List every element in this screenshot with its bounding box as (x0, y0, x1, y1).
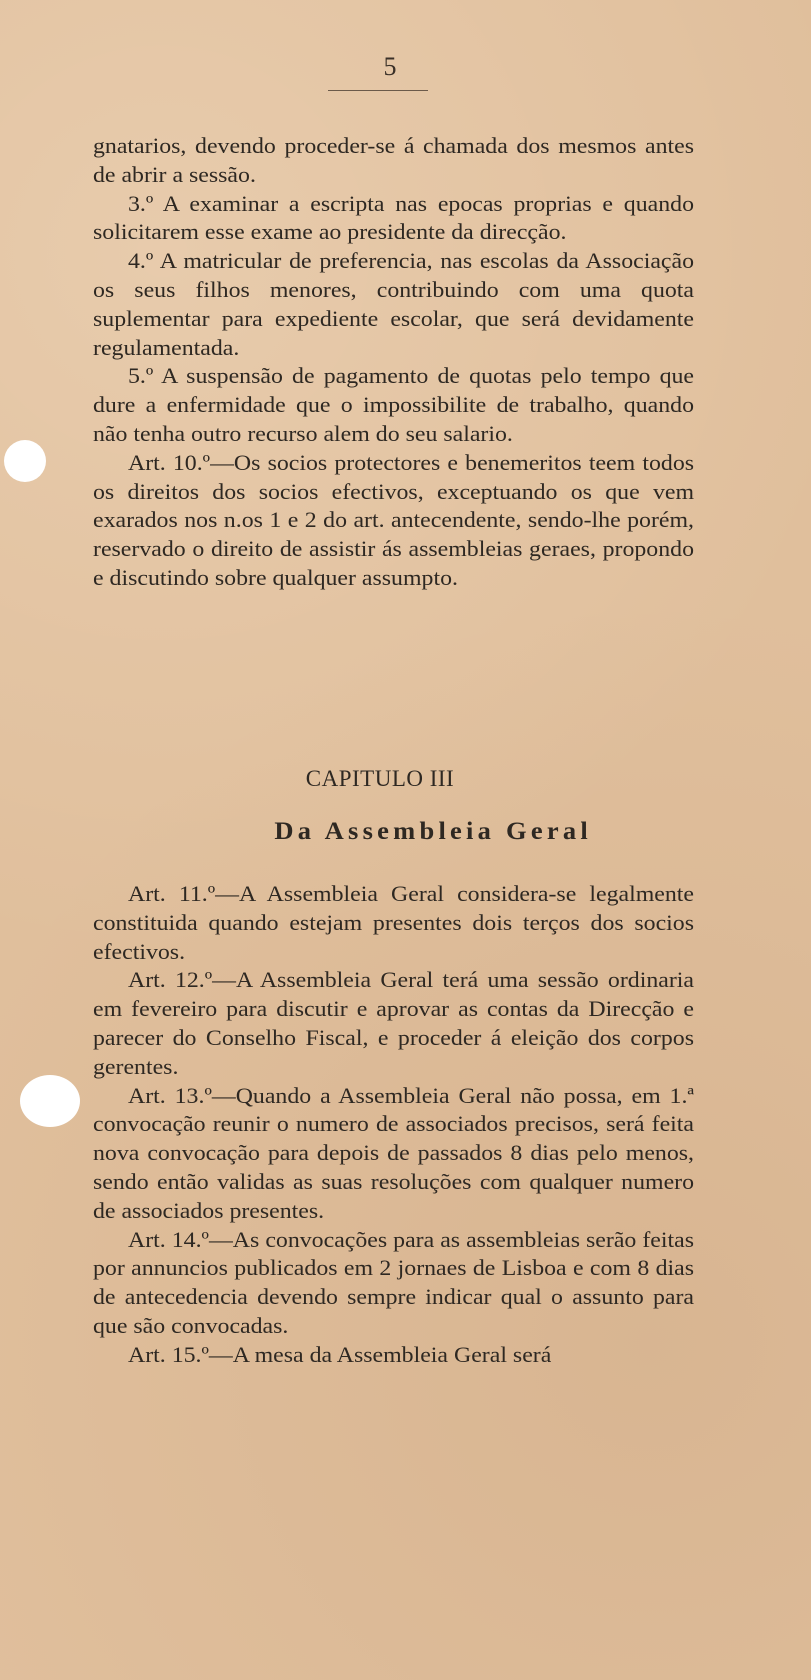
paragraph-item-3: 3.º A examinar a escripta nas epocas proprias e quando solicitarem esse exame ao presidente da direcção. (93, 190, 695, 245)
paragraph-item-5: 5.º A suspensão de pagamento de quotas pelo tempo que dure a enfermidade que o impossibilite de trabalho, quando não tenha outro recurso alem do seu salario. (93, 363, 695, 446)
paragraph-art-12: Art. 12.º—A Assembleia Geral terá uma sessão ordinaria em fevereiro para discutir e aprovar as contas da Direcção e parecer do Conselho Fiscal, e proceder á eleição dos corpos gerentes. (93, 967, 695, 1079)
paragraph-art-11: Art. 11.º—A Assembleia Geral considera-se legalmente constituida quando estejam presentes dois terços dos socios efectivos. (93, 881, 695, 964)
paragraph-art-13: Art. 13.º—Quando a Assembleia Geral não possa, em 1.ª convocação reunir o numero de associados precisos, será feita nova convocação para depois de passados 8 dias pelo menos, sendo então validas as suas resoluções com qualquer numero de associados presentes. (93, 1082, 695, 1223)
paragraph-art-15: Art. 15.º—A mesa da Assembleia Geral será (127, 1341, 552, 1367)
page-number: 5 (383, 52, 397, 81)
text-block-top (93, 132, 694, 593)
binder-hole-top (4, 440, 46, 482)
section-title: Da Assembleia Geral (274, 818, 592, 845)
page-number-rule (328, 90, 428, 91)
paragraph-continuation: gnatarios, devendo proceder-se á chamada dos mesmos antes de abrir a sessão. (93, 133, 695, 187)
binder-hole-bottom (20, 1075, 80, 1127)
text-block-bottom (93, 880, 694, 1370)
chapter-title: CAPITULO III (305, 766, 455, 791)
paragraph-art-10: Art. 10.º—Os socios protectores e benemeritos teem todos os direitos dos socios efectivos, exceptuando os que vem exarados nos n.os 1 e 2 do art. antecendente, sendo-lhe porém, reservado o direito de assistir ás assembleias geraes, propondo e discutindo sobre qualquer assumpto. (93, 449, 695, 590)
paragraph-art-14: Art. 14.º—As convocações para as assembleias serão feitas por annuncios publicados em 2 jornaes de Lisboa e com 8 dias de antecedencia devendo sempre indicar qual o assunto para que são convocadas. (93, 1226, 695, 1338)
paragraph-item-4: 4.º A matricular de preferencia, nas escolas da Associação os seus filhos menores, contribuindo com uma quota suplementar para expediente escolar, que será devidamente regulamentada. (93, 248, 695, 360)
